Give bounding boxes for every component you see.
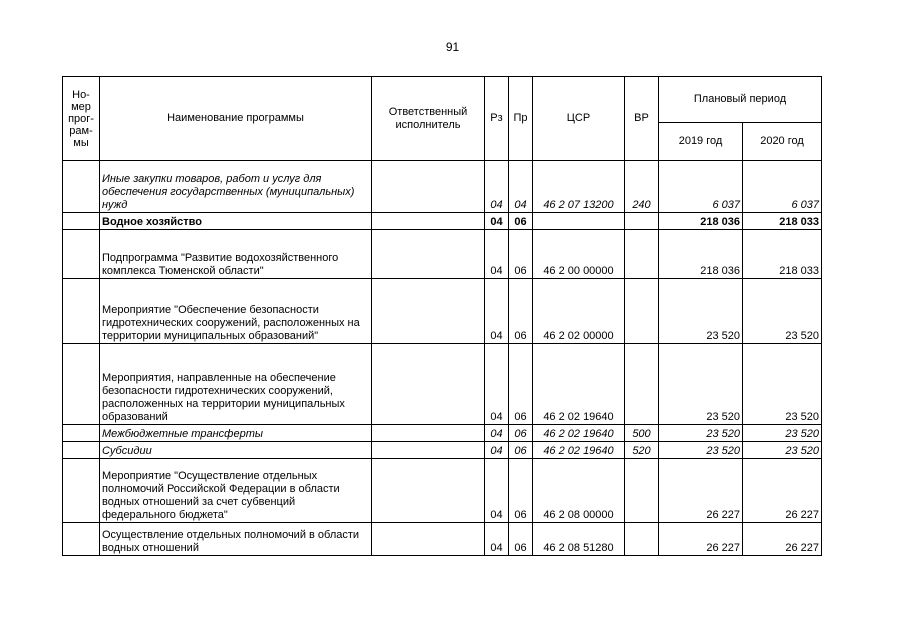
year-2020-cell: 23 520 [743,442,822,459]
csr-cell: 46 2 00 00000 [533,230,625,279]
year-2019-cell: 218 036 [659,213,743,230]
rz-cell: 04 [485,344,509,425]
program-number-cell [63,279,100,344]
page-number: 91 [445,40,460,54]
table-row [63,459,822,523]
pr-cell: 06 [509,344,533,425]
table-row [63,279,822,344]
header-vr: ВР [625,77,659,161]
program-number-cell [63,161,100,213]
year-2020-cell: 26 227 [743,459,822,523]
program-name-cell: Водное хозяйство [100,213,372,230]
pr-cell: 06 [509,230,533,279]
executor-cell [372,442,485,459]
table-body [63,161,822,556]
header-rz: Рз [485,77,509,161]
executor-cell [372,161,485,213]
vr-cell [625,213,659,230]
executor-cell [372,344,485,425]
header-year-2020: 2020 год [743,123,822,161]
program-number-cell [63,230,100,279]
rz-cell: 04 [485,213,509,230]
program-number-cell [63,425,100,442]
table-row [63,344,822,425]
csr-cell: 46 2 08 51280 [533,523,625,556]
vr-cell [625,459,659,523]
pr-cell: 06 [509,213,533,230]
header-executor: Ответственный исполнитель [372,77,485,161]
csr-cell [533,213,625,230]
executor-cell [372,425,485,442]
program-number-cell [63,523,100,556]
table-row [63,161,822,213]
table-row [63,230,822,279]
year-2019-cell: 23 520 [659,344,743,425]
csr-cell: 46 2 02 19640 [533,425,625,442]
executor-cell [372,523,485,556]
program-name-cell: Субсидии [100,442,372,459]
budget-table [62,76,822,556]
csr-cell: 46 2 02 19640 [533,344,625,425]
header-program-name: Наименование программы [100,77,372,161]
year-2019-cell: 26 227 [659,523,743,556]
executor-cell [372,213,485,230]
executor-cell [372,230,485,279]
year-2019-cell: 23 520 [659,279,743,344]
year-2020-cell: 23 520 [743,279,822,344]
rz-cell: 04 [485,230,509,279]
year-2020-cell: 218 033 [743,213,822,230]
program-number-cell [63,442,100,459]
year-2020-cell: 218 033 [743,230,822,279]
pr-cell: 06 [509,279,533,344]
program-number-cell [63,344,100,425]
pr-cell: 04 [509,161,533,213]
year-2020-cell: 23 520 [743,425,822,442]
year-2020-cell: 23 520 [743,344,822,425]
program-name-cell: Мероприятие "Обеспечение безопасности гидротехнических сооружений, расположенных на территории муниципальных образований" [100,279,372,344]
pr-cell: 06 [509,442,533,459]
program-name-cell: Иные закупки товаров, работ и услуг для обеспечения государственных (муниципальных) нужд [100,161,372,213]
program-name-cell: Осуществление отдельных полномочий в области водных отношений [100,523,372,556]
table-row [63,425,822,442]
vr-cell [625,344,659,425]
header-plan-period: Плановый период [659,77,822,123]
csr-cell: 46 2 08 00000 [533,459,625,523]
pr-cell: 06 [509,523,533,556]
year-2019-cell: 23 520 [659,442,743,459]
program-number-cell [63,213,100,230]
rz-cell: 04 [485,523,509,556]
header-csr: ЦСР [533,77,625,161]
program-number-cell [63,459,100,523]
year-2019-cell: 26 227 [659,459,743,523]
vr-cell: 520 [625,442,659,459]
pr-cell: 06 [509,459,533,523]
vr-cell [625,279,659,344]
vr-cell [625,230,659,279]
program-name-cell: Подпрограмма "Развитие водохозяйственного комплекса Тюменской области" [100,230,372,279]
pr-cell: 06 [509,425,533,442]
rz-cell: 04 [485,161,509,213]
program-name-cell: Мероприятия, направленные на обеспечение безопасности гидротехнических сооружений, расположенных на территории муниципальных образований [100,344,372,425]
program-name-cell: Межбюджетные трансферты [100,425,372,442]
csr-cell: 46 2 02 19640 [533,442,625,459]
executor-cell [372,459,485,523]
program-name-cell: Мероприятие "Осуществление отдельных полномочий Российской Федерации в области водных отношений за счет субвенций федерального бюджета" [100,459,372,523]
year-2019-cell: 6 037 [659,161,743,213]
rz-cell: 04 [485,279,509,344]
year-2019-cell: 218 036 [659,230,743,279]
header-program-number: Но- мер прог- рам- мы [63,77,100,161]
table-row [63,523,822,556]
year-2019-cell: 23 520 [659,425,743,442]
year-2020-cell: 6 037 [743,161,822,213]
vr-cell: 500 [625,425,659,442]
table-row [63,213,822,230]
header-year-2019: 2019 год [659,123,743,161]
year-2020-cell: 26 227 [743,523,822,556]
vr-cell: 240 [625,161,659,213]
csr-cell: 46 2 02 00000 [533,279,625,344]
rz-cell: 04 [485,459,509,523]
executor-cell [372,279,485,344]
rz-cell: 04 [485,442,509,459]
rz-cell: 04 [485,425,509,442]
header-pr: Пр [509,77,533,161]
csr-cell: 46 2 07 13200 [533,161,625,213]
vr-cell [625,523,659,556]
table-row [63,442,822,459]
